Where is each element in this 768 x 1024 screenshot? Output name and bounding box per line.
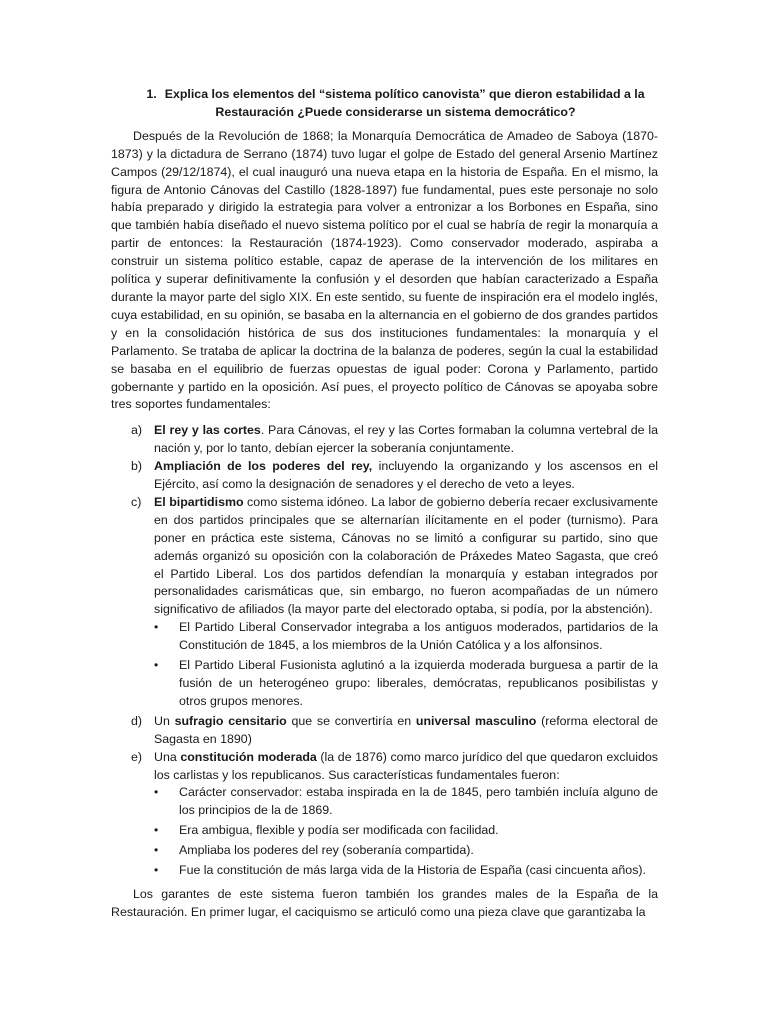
list-item-b — [111, 458, 658, 494]
bullet-icon: • — [154, 863, 159, 878]
list-item — [154, 862, 658, 880]
list-item-a — [111, 422, 658, 458]
supports-list — [111, 422, 658, 880]
bullet-icon: • — [154, 620, 159, 635]
item-d-pre: Un — [154, 713, 175, 728]
bullet-icon: • — [154, 785, 159, 800]
item-d-bold-1: sufragio censitario — [174, 713, 287, 728]
item-d-post: (reforma electoral de Sagasta en 1890) — [154, 713, 658, 746]
list-item — [154, 657, 658, 711]
bullet-text: Fue la constitución de más larga vida de la Historia de España (casi cincuenta años). — [179, 863, 646, 878]
list-item-d — [111, 713, 658, 749]
list-item — [154, 842, 658, 860]
closing-paragraph: Los garantes de este sistema fueron también los grandes males de la España de la Restauración. En primer lugar, el caciquismo se articuló como una pieza clave que garantizaba la — [111, 886, 658, 919]
item-marker: e) — [131, 749, 143, 764]
item-d-mid: que se convertiría en — [286, 713, 416, 728]
question-number: 1. — [146, 87, 157, 101]
bullet-text: El Partido Liberal Conservador integraba a los antiguos moderados, partidarios de la Constitución de 1845, a los miembros de la Unión Católica y a los alfonsinos. — [179, 620, 658, 653]
bullet-text: Era ambigua, flexible y podía ser modificada con facilidad. — [179, 823, 499, 838]
question-heading — [111, 86, 658, 122]
item-c-bold: El bipartidismo — [154, 494, 244, 509]
item-a-text: . Para Cánovas, el rey y las Cortes formaban la columna vertebral de la nación y, por lo tanto, debían ejercer la soberanía conjuntamente. — [154, 423, 658, 456]
list-item-c — [111, 494, 658, 711]
item-e-text: (la de 1876) como marco jurídico del que quedaron excluidos los carlistas y los republicanos. Sus características fundamentales fueron: — [154, 749, 658, 782]
bullet-icon: • — [154, 823, 159, 838]
list-item-e — [111, 749, 658, 880]
bullet-icon: • — [154, 658, 159, 673]
bullet-text: Carácter conservador: estaba inspirada en la de 1845, pero también incluía alguno de los principios de la de 1869. — [179, 785, 658, 818]
bullet-text: Ampliaba los poderes del rey (soberanía compartida). — [179, 843, 474, 858]
list-item — [154, 619, 658, 655]
item-b-text: incluyendo la organizando y los ascensos en el Ejército, así como la designación de senadores y el derecho de veto a leyes. — [154, 459, 659, 492]
intro-paragraph: Después de la Revolución de 1868; la Monarquía Democrática de Amadeo de Saboya (1870-1873) y la dictadura de Serrano (1874) tuvo lugar el golpe de Estado del general Arsenio Martínez Campos (29/12/1874), el cual inauguró una nueva etapa en la historia de España. En el mismo, la figura de Antonio Cánovas del Castillo (1828-1897) fue fundamental, pues este personaje no solo había preparado y dirigido la estrategia para volver a entronizar a los Borbones en España, sino que también había diseñado el nuevo sistema político por el cual se habría de regir la monarquía a partir de entonces: la Restauración (1874-1923). Como conservador moderado, aspiraba a construir un sistema político estable, capaz de aperase de la intervención de los militares en política y superar definitivamente la confusión y el desorden que habían caracterizado a España durante la mayor parte del siglo XIX. En este sentido, su fuente de inspiración era el modelo inglés, cuya estabilidad, en su opinión, se basaba en la alternancia en el gobierno de dos grandes partidos y en la consolidación histórica de sus dos instituciones fundamentales: la monarquía y el Parlamento. Se trataba de aplicar la doctrina de la balanza de poderes, según la cual la estabilidad se basaba en el equilibrio de fuerzas opuestas de igual poder: Corona y Parlamento, partido gobernante y partido en la oposición. Así pues, el proyecto político de Cánovas se apoyaba sobre tres soportes fundamentales: — [111, 128, 658, 412]
item-marker: b) — [131, 459, 143, 474]
item-marker: d) — [131, 713, 143, 728]
question-text: Explica los elementos del “sistema político canovista” que dieron estabilidad a la Restauración ¿Puede considerarse un sistema democrático? — [164, 87, 645, 119]
bullet-icon: • — [154, 843, 159, 858]
bullet-text: El Partido Liberal Fusionista aglutinó a la izquierda moderada burguesa a partir de la fusión de un heterogéneo grupo: liberales, demócratas, republicanos posibilistas y otros grupos menores. — [179, 658, 658, 708]
parties-list — [154, 619, 658, 711]
item-c-text: como sistema idóneo. La labor de gobierno debería recaer exclusivamente en dos partidos principales que se alternarían ilícitamente en el poder (turnismo). Para poner en práctica este sistema, Cánovas no se limitó a configurar su partido, sino que además organizó su oposición con la colaboración de Práxedes Mateo Sagasta, que creó el Partido Liberal. Los dos partidos defendían la monarquía y estaban integrados por personalidades carismáticas que, sin embargo, no fueron acompañadas de un número significativo de afiliados (la mayor parte del electorado optaba, si podía, por la abstención). — [154, 494, 659, 617]
constitution-features-list — [154, 784, 658, 880]
item-e-bold: constitución moderada — [180, 749, 317, 764]
document-page — [111, 86, 658, 922]
item-b-bold: Ampliación de los poderes del rey, — [154, 459, 373, 474]
item-marker: a) — [131, 423, 143, 438]
item-d-bold-2: universal masculino — [415, 713, 537, 728]
list-item — [154, 822, 658, 840]
list-item — [154, 784, 658, 820]
item-a-bold: El rey y las cortes — [154, 423, 261, 438]
item-e-pre: Una — [154, 749, 181, 764]
item-marker: c) — [131, 494, 142, 509]
